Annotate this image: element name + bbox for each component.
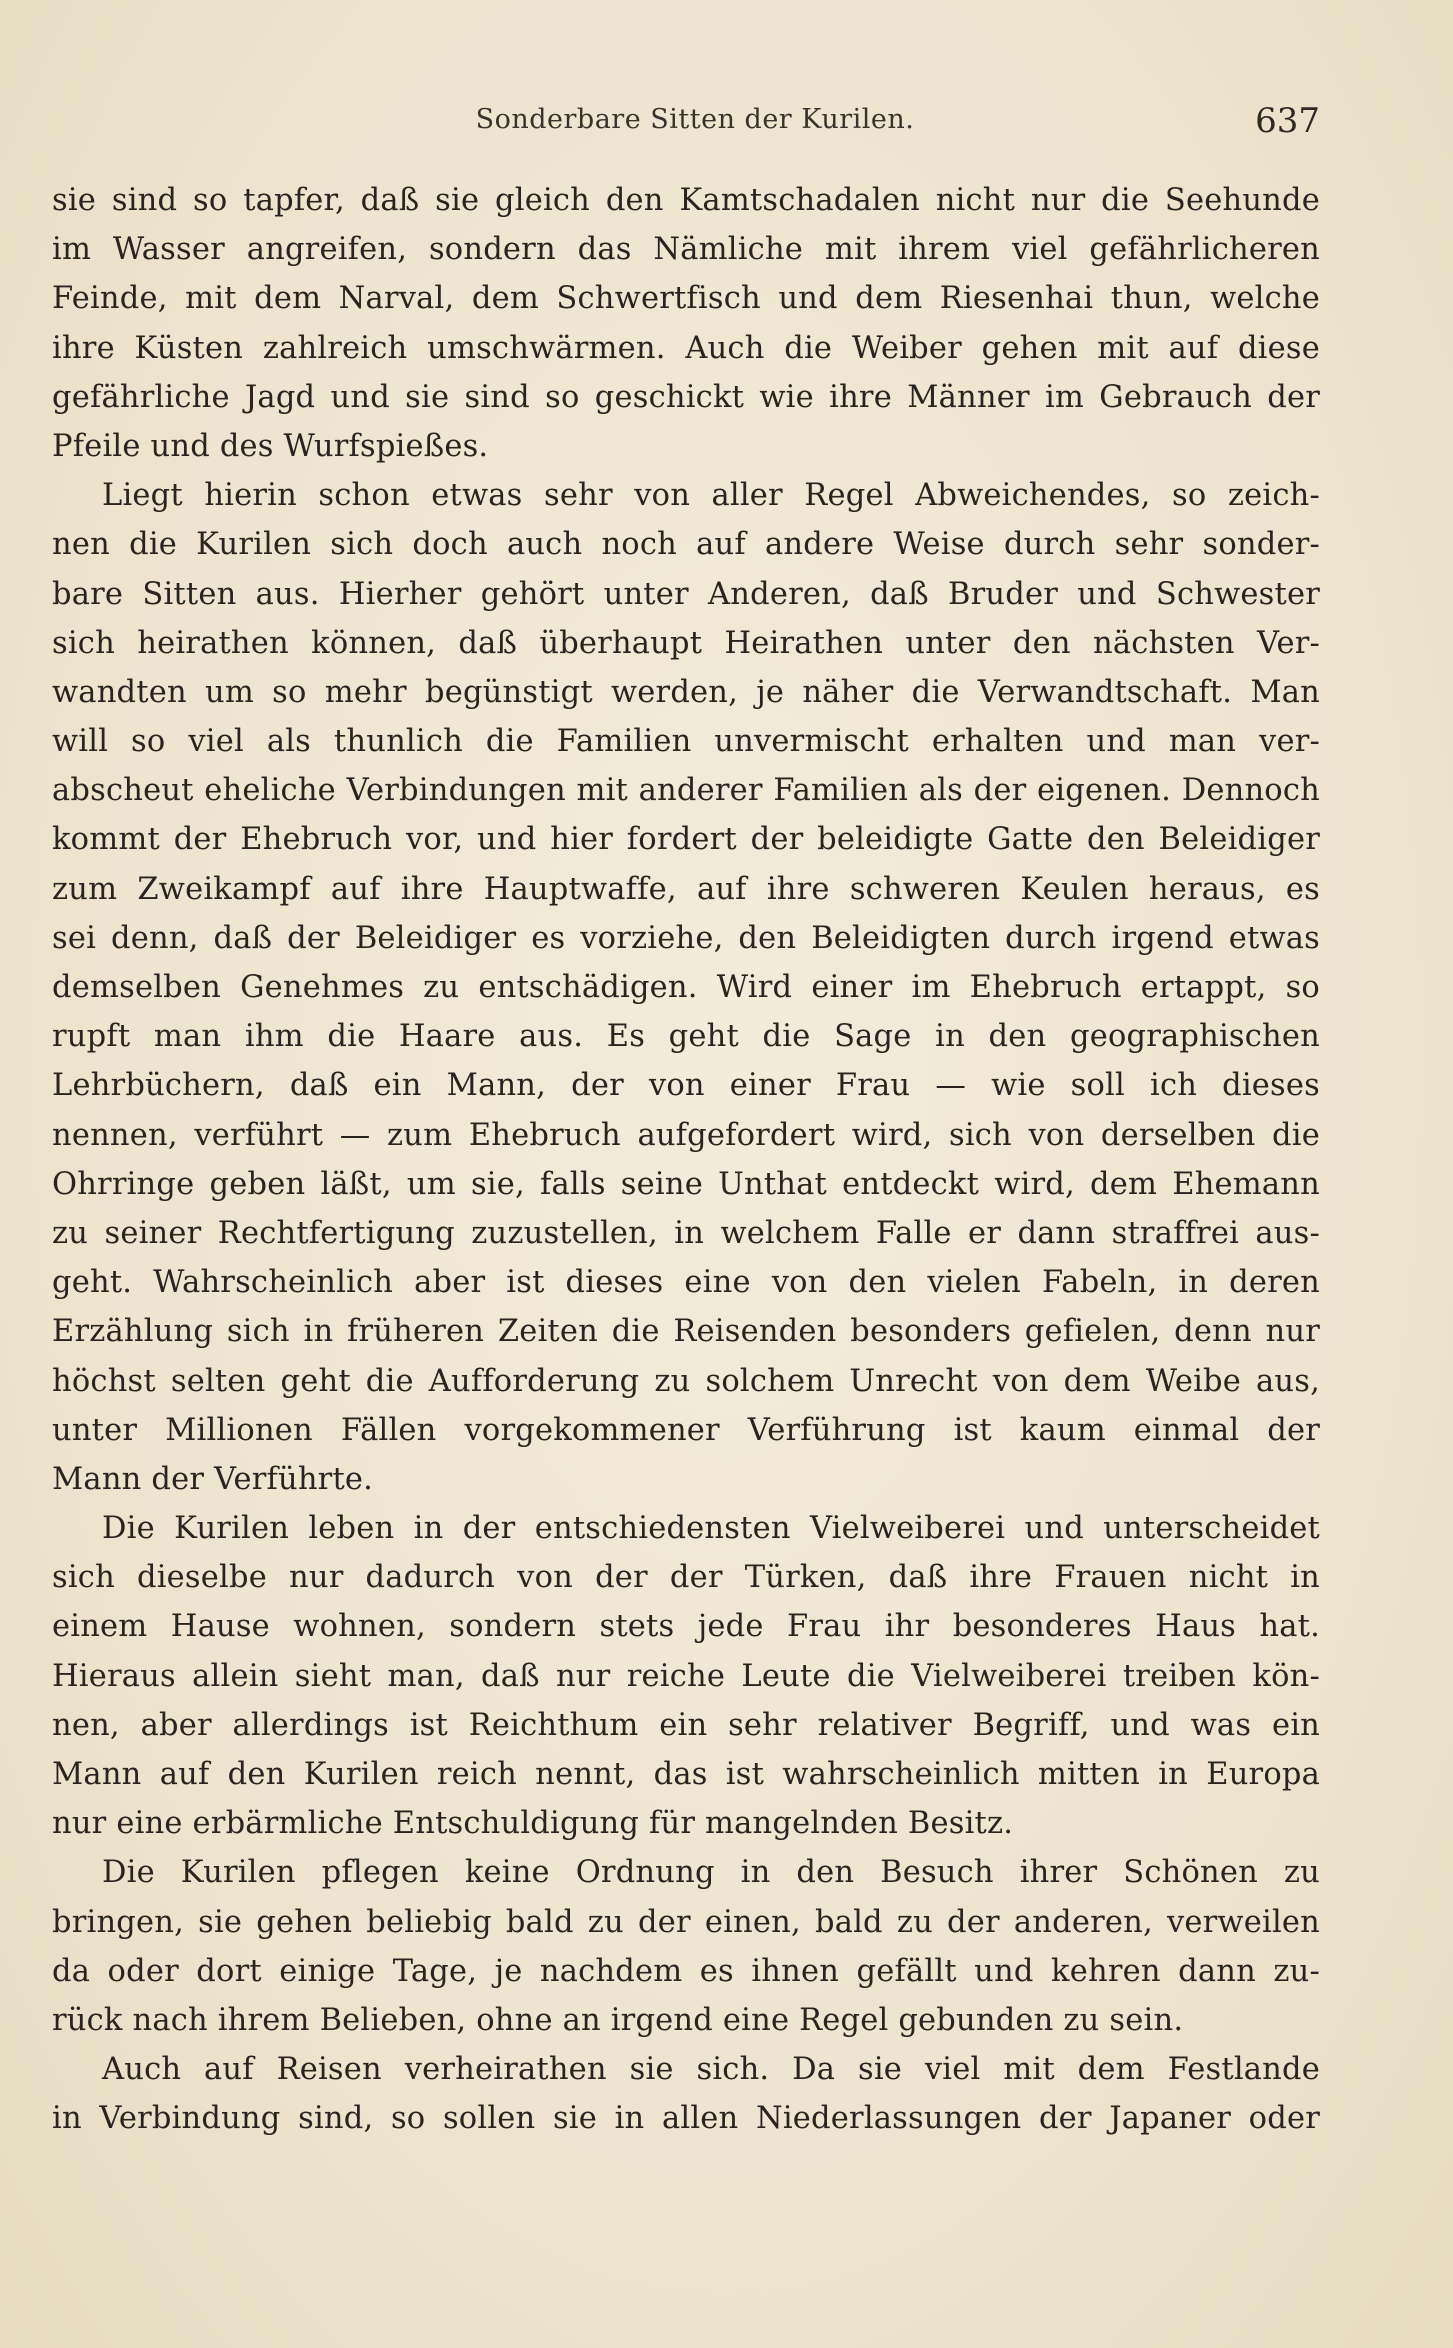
text-line: Feinde, mit dem Narval, dem Schwertfisch und dem Riesenhai thun, welche bbox=[52, 281, 1320, 317]
text-line: kommt der Ehebruch vor, und hier fordert der beleidigte Gatte den Beleidiger bbox=[52, 822, 1320, 858]
text-line: zu seiner Rechtfertigung zuzustellen, in welchem Falle er dann straffrei aus- bbox=[52, 1215, 1320, 1251]
text-line: Die Kurilen pflegen keine Ordnung in den Besuch ihrer Schönen zu bbox=[102, 1855, 1320, 1891]
text-line: bare Sitten aus. Hierher gehört unter Anderen, daß Bruder und Schwester bbox=[52, 576, 1320, 612]
text-line: sich heirathen können, daß überhaupt Heirathen unter den nächsten Ver- bbox=[52, 625, 1320, 661]
running-head: Sonderbare Sitten der Kurilen. bbox=[475, 104, 915, 135]
text-line: unter Millionen Fällen vorgekommener Verführung ist kaum einmal der bbox=[52, 1412, 1320, 1448]
text-line: nur eine erbärmliche Entschuldigung für mangelnden Besitz. bbox=[52, 1806, 1014, 1842]
text-line: Mann auf den Kurilen reich nennt, das ist wahrscheinlich mitten in Europa bbox=[52, 1757, 1320, 1792]
text-line: sei denn, daß der Beleidiger es vorziehe, den Beleidigten durch irgend etwas bbox=[52, 920, 1320, 956]
text-line: zum Zweikampf auf ihre Hauptwaffe, auf ihre schweren Keulen heraus, es bbox=[52, 871, 1320, 907]
text-line: gefährliche Jagd und sie sind so geschickt wie ihre Männer im Gebrauch der bbox=[52, 379, 1320, 415]
text-line: Erzählung sich in früheren Zeiten die Reisenden besonders gefielen, denn nur bbox=[52, 1314, 1320, 1350]
text-line: Liegt hierin schon etwas sehr von aller Regel Abweichendes, so zeich- bbox=[102, 478, 1320, 514]
text-line: höchst selten geht die Aufforderung zu solchem Unrecht von dem Weibe aus, bbox=[52, 1363, 1320, 1399]
text-line: Auch auf Reisen verheirathen sie sich. Da sie viel mit dem Festlande bbox=[102, 2052, 1320, 2088]
body-text bbox=[52, 176, 1320, 2144]
text-line: sie sind so tapfer, daß sie gleich den Kamtschadalen nicht nur die Seehunde bbox=[52, 183, 1320, 218]
text-line: nennen, verführt — zum Ehebruch aufgefordert wird, sich von derselben die bbox=[52, 1117, 1320, 1153]
text-line: will so viel als thunlich die Familien unvermischt erhalten und man ver- bbox=[52, 724, 1320, 760]
text-line: sich dieselbe nur dadurch von der der Türken, daß ihre Frauen nicht in bbox=[52, 1560, 1320, 1596]
text-line: Lehrbüchern, daß ein Mann, der von einer Frau — wie soll ich dieses bbox=[52, 1068, 1320, 1104]
text-line: im Wasser angreifen, sondern das Nämliche mit ihrem viel gefährlicheren bbox=[52, 232, 1320, 268]
text-line: da oder dort einige Tage, je nachdem es ihnen gefällt und kehren dann zu- bbox=[52, 1953, 1320, 1989]
text-line: Hieraus allein sieht man, daß nur reiche Leute die Vielweiberei treiben kön- bbox=[52, 1658, 1320, 1694]
text-line: Die Kurilen leben in der entschiedensten Vielweiberei und unterscheidet bbox=[102, 1511, 1320, 1547]
text-line: Mann der Verführte. bbox=[52, 1461, 374, 1497]
text-line: rupft man ihm die Haare aus. Es geht die Sage in den geographischen bbox=[52, 1019, 1320, 1055]
text-line: abscheut eheliche Verbindungen mit anderer Familien als der eigenen. Dennoch bbox=[52, 773, 1320, 809]
text-line: demselben Genehmes zu entschädigen. Wird einer im Ehebruch ertappt, so bbox=[52, 970, 1320, 1005]
text-line: Ohrringe geben läßt, um sie, falls seine Unthat entdeckt wird, dem Ehemann bbox=[52, 1166, 1320, 1202]
text-line: nen, aber allerdings ist Reichthum ein sehr relativer Begriff, und was ein bbox=[52, 1707, 1320, 1743]
text-line: nen die Kurilen sich doch auch noch auf andere Weise durch sehr sonder- bbox=[52, 527, 1320, 563]
text-line: geht. Wahrscheinlich aber ist dieses eine von den vielen Fabeln, in deren bbox=[52, 1265, 1320, 1301]
text-line: rück nach ihrem Belieben, ohne an irgend eine Regel gebunden zu sein. bbox=[52, 2002, 1184, 2038]
text-line: in Verbindung sind, so sollen sie in allen Niederlassungen der Japaner oder bbox=[52, 2101, 1320, 2137]
text-line: einem Hause wohnen, sondern stets jede Frau ihr besonderes Haus hat. bbox=[52, 1609, 1320, 1645]
text-line: bringen, sie gehen beliebig bald zu der einen, bald zu der anderen, verweilen bbox=[52, 1904, 1320, 1940]
page-number: 637 bbox=[1255, 101, 1320, 141]
text-line: ihre Küsten zahlreich umschwärmen. Auch die Weiber gehen mit auf diese bbox=[52, 330, 1320, 366]
text-line: wandten um so mehr begünstigt werden, je näher die Verwandtschaft. Man bbox=[52, 674, 1320, 710]
text-line: Pfeile und des Wurfspießes. bbox=[52, 428, 489, 464]
